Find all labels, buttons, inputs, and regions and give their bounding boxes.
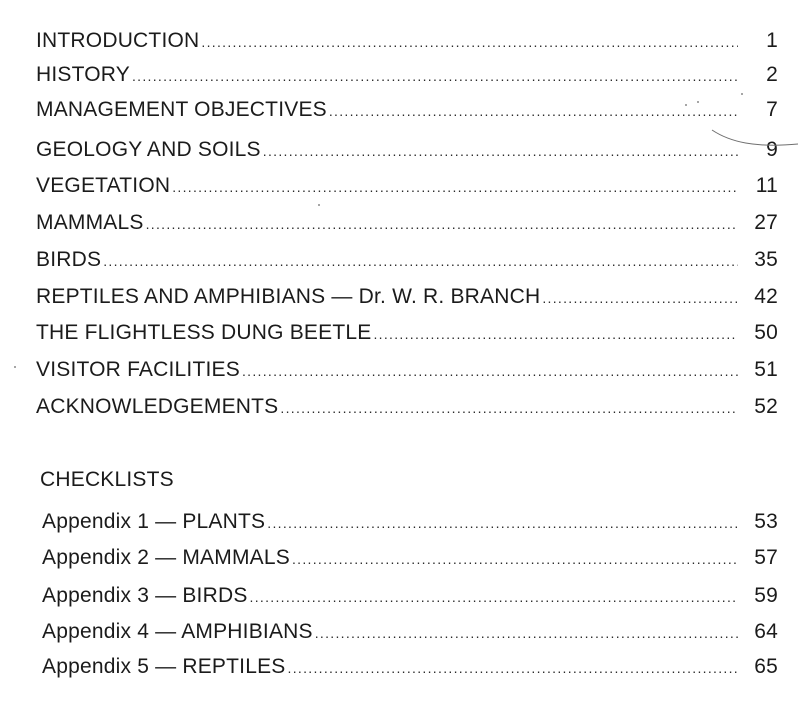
checklist-entry-appendix-1 <box>42 509 778 536</box>
dot-leader <box>172 174 738 200</box>
dot-leader <box>267 510 738 536</box>
toc-entry-page: 50 <box>754 321 778 344</box>
toc-entry-title: REPTILES AND AMPHIBIANS — Dr. W. R. BRANCH <box>36 285 541 308</box>
toc-entry-page: 51 <box>754 358 778 381</box>
scan-speck <box>741 93 743 95</box>
dot-leader <box>288 655 739 681</box>
checklist-entry-appendix-4 <box>42 619 778 646</box>
toc-entry-birds <box>36 247 778 274</box>
dot-leader <box>292 546 738 572</box>
toc-entry-page: 64 <box>754 620 778 643</box>
dot-leader <box>146 211 738 237</box>
dot-leader <box>263 138 738 164</box>
toc-entry-page: 59 <box>754 584 778 607</box>
dot-leader <box>373 321 738 347</box>
toc-entry-page: 2 <box>766 63 778 86</box>
toc-entry-title: Appendix 3 — BIRDS <box>42 584 248 607</box>
toc-entry-title: Appendix 5 — REPTILES <box>42 655 286 678</box>
toc-entry-visitor-facilities <box>36 357 778 384</box>
dot-leader <box>103 248 738 274</box>
scan-speck <box>318 204 320 206</box>
toc-entry-page: 42 <box>754 285 778 308</box>
toc-entry-title: VISITOR FACILITIES <box>36 358 240 381</box>
toc-entry-page: 35 <box>754 248 778 271</box>
toc-entry-title: Appendix 4 — AMPHIBIANS <box>42 620 313 643</box>
toc-entry-title: VEGETATION <box>36 174 171 197</box>
scan-speck <box>697 101 699 103</box>
toc-entry-page: 53 <box>754 510 778 533</box>
toc-entry-title: INTRODUCTION <box>36 29 200 52</box>
scan-speck <box>14 366 16 368</box>
toc-entry-page: 7 <box>766 98 778 121</box>
dot-leader <box>201 29 738 55</box>
toc-entry-page: 9 <box>766 138 778 161</box>
checklist-entry-appendix-3 <box>42 583 778 610</box>
dot-leader <box>329 98 738 124</box>
dot-leader <box>132 63 738 89</box>
toc-entry-vegetation <box>36 173 778 200</box>
dot-leader <box>315 620 738 646</box>
dot-leader <box>250 584 738 610</box>
toc-entry-page: 27 <box>754 211 778 234</box>
toc-entry-geology-and-soils <box>36 137 778 164</box>
toc-entry-page: 1 <box>766 29 778 52</box>
checklists-heading: CHECKLISTS <box>40 468 174 491</box>
scan-speck <box>685 104 687 106</box>
toc-entry-introduction <box>36 28 778 55</box>
toc-entry-page: 52 <box>754 395 778 418</box>
dot-leader <box>242 358 738 384</box>
toc-entry-title: Appendix 2 — MAMMALS <box>42 546 290 569</box>
toc-entry-title: HISTORY <box>36 63 130 86</box>
checklist-entry-appendix-5 <box>42 654 778 681</box>
toc-entry-page: 65 <box>754 655 778 678</box>
toc-entry-title: BIRDS <box>36 248 102 271</box>
toc-entry-title: Appendix 1 — PLANTS <box>42 510 266 533</box>
toc-entry-management-objectives <box>36 97 778 124</box>
toc-entry-page: 11 <box>755 174 778 197</box>
toc-entry-title: ACKNOWLEDGEMENTS <box>36 395 279 418</box>
pencil-mark <box>710 120 800 180</box>
toc-entry-title: GEOLOGY AND SOILS <box>36 138 261 161</box>
toc-entry-title: MAMMALS <box>36 211 144 234</box>
toc-entry-history <box>36 62 778 89</box>
toc-entry-mammals <box>36 210 778 237</box>
toc-entry-title: MANAGEMENT OBJECTIVES <box>36 98 327 121</box>
toc-entry-page: 57 <box>754 546 778 569</box>
toc-entry-flightless-dung-beetle <box>36 320 778 347</box>
dot-leader <box>542 285 738 311</box>
toc-entry-reptiles-and-amphibians <box>36 284 778 311</box>
toc-entry-acknowledgements <box>36 394 778 421</box>
toc-entry-title: THE FLIGHTLESS DUNG BEETLE <box>36 321 372 344</box>
dot-leader <box>280 395 738 421</box>
checklist-entry-appendix-2 <box>42 545 778 572</box>
